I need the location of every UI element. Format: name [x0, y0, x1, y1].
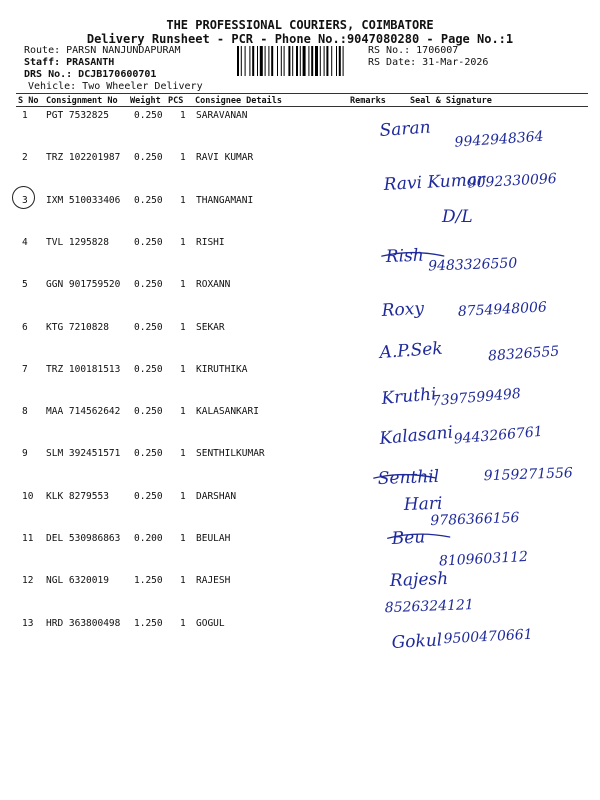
handwritten-phone: 8526324121	[384, 597, 475, 617]
handwritten-entry	[381, 242, 517, 276]
barcode-bar	[308, 46, 309, 76]
row-weight: 0.250	[134, 491, 163, 502]
rs-date: RS Date: 31-Mar-2026	[368, 57, 489, 68]
row-weight: 0.250	[134, 195, 163, 206]
handwritten-name: Senthil	[377, 466, 440, 489]
barcode-bar	[245, 46, 246, 76]
barcode-bar	[268, 46, 269, 76]
handwritten-phone: 9942948364	[454, 128, 545, 151]
barcode-bar	[277, 46, 278, 76]
row-weight: 0.250	[134, 448, 163, 459]
col-remarks: Remarks	[350, 96, 386, 106]
runsheet-subtitle: Delivery Runsheet - PCR - Phone No.:9047080280 - Page No.:1	[86, 32, 514, 46]
row-consignment-no: KLK 8279553	[46, 491, 109, 502]
header-bottom-rule	[16, 106, 588, 107]
handwritten-entry	[380, 292, 547, 324]
row-consignee: RAJESH	[196, 575, 231, 586]
row-weight: 0.200	[134, 533, 163, 544]
barcode-bar	[326, 46, 328, 76]
row-pcs: 1	[180, 533, 186, 544]
row-pcs: 1	[180, 110, 186, 121]
barcode-bar	[265, 46, 266, 76]
barcode-bar	[324, 46, 325, 76]
barcode-bar	[271, 46, 273, 76]
row-consignment-no: KTG 7210828	[46, 322, 109, 333]
row-pcs: 1	[180, 237, 186, 248]
barcode-bar	[343, 46, 344, 76]
handwritten-phone: 9786366156	[430, 509, 520, 530]
handwritten-name: Kalasani	[378, 422, 454, 449]
staff-label: Staff: PRASANTH	[24, 57, 115, 68]
col-seal-signature: Seal & Signature	[410, 96, 492, 106]
row-weight: 0.250	[134, 152, 163, 163]
barcode-image	[237, 46, 361, 76]
row-pcs: 1	[180, 491, 186, 502]
barcode-bar	[315, 46, 318, 76]
row-sno: 12	[22, 575, 34, 586]
row-sno: 4	[22, 237, 28, 248]
barcode-bar	[252, 46, 254, 76]
handwritten-name: A.P.Sek	[378, 338, 444, 363]
handwritten-name: Rish	[385, 245, 425, 267]
row-pcs: 1	[180, 322, 186, 333]
row-consignee: ROXANN	[196, 279, 231, 290]
col-sno: S No	[18, 96, 39, 106]
row-consignee: GOGUL	[196, 618, 225, 629]
barcode-bar	[311, 46, 313, 76]
barcode-bar	[331, 46, 332, 76]
row-consignment-no: MAA 714562642	[46, 406, 121, 417]
row-sno: 11	[22, 533, 34, 544]
row-weight: 1.250	[134, 618, 163, 629]
row-sno: 9	[22, 448, 28, 459]
col-consignee: Consignee Details	[195, 96, 282, 106]
row-consignee: SEKAR	[196, 322, 225, 333]
row-consignee: RISHI	[196, 237, 225, 248]
handwritten-phone: 8754948006	[457, 299, 548, 321]
row-sno: 8	[22, 406, 28, 417]
handwritten-name: Kruthi	[380, 384, 438, 409]
barcode-bar	[284, 46, 285, 76]
signature-column	[372, 112, 594, 672]
barcode-bar	[296, 46, 298, 76]
barcode-bar	[300, 46, 301, 76]
handwritten-phone: 8109603112	[438, 548, 529, 570]
row-pcs: 1	[180, 406, 186, 417]
drs-number: DRS No.: DCJB170600701	[24, 69, 157, 80]
handwritten-entry	[379, 112, 544, 156]
handwritten-phone: 9443266761	[453, 423, 544, 448]
handwritten-circle-mark	[12, 186, 35, 209]
barcode-bar	[339, 46, 341, 76]
row-weight: 0.250	[134, 364, 163, 375]
company-title: THE PROFESSIONAL COURIERS, COIMBATORE	[166, 18, 434, 32]
row-consignee: RAVI KUMAR	[196, 152, 254, 163]
barcode-bar	[237, 46, 239, 76]
barcode-bar	[303, 46, 306, 76]
col-weight: Weight	[130, 96, 161, 106]
row-consignment-no: HRD 363800498	[46, 618, 121, 629]
handwritten-phone: 9159271556	[483, 465, 574, 485]
barcode-bar	[257, 46, 258, 76]
barcode-bar	[260, 46, 263, 76]
row-pcs: 1	[180, 364, 186, 375]
barcode-bar	[336, 46, 337, 76]
handwritten-entry	[402, 491, 519, 530]
row-weight: 0.250	[134, 322, 163, 333]
vehicle-label: Vehicle: Two Wheeler Delivery	[28, 81, 203, 92]
route-label: Route: PARSN NANJUNDAPURAM	[24, 45, 181, 56]
row-consignment-no: GGN 901759520	[46, 279, 121, 290]
row-consignee: SENTHILKUMAR	[196, 448, 265, 459]
row-sno: 2	[22, 152, 28, 163]
row-consignee: KALASANKARI	[196, 406, 259, 417]
handwritten-entry	[373, 462, 573, 489]
row-pcs: 1	[180, 618, 186, 629]
row-weight: 0.250	[134, 237, 163, 248]
row-sno: 1	[22, 110, 28, 121]
handwritten-phone: 9092330096	[467, 170, 558, 192]
row-pcs: 1	[180, 279, 186, 290]
barcode-bar	[288, 46, 290, 76]
handwritten-entry	[387, 522, 528, 572]
row-pcs: 1	[180, 575, 186, 586]
row-sno: 6	[22, 322, 28, 333]
row-consignment-no: PGT 7532825	[46, 110, 109, 121]
row-consignee: SARAVANAN	[196, 110, 248, 121]
row-sno: 3	[22, 195, 28, 206]
row-consignment-no: NGL 6320019	[46, 575, 109, 586]
row-pcs: 1	[180, 195, 186, 206]
row-sno: 13	[22, 618, 34, 629]
barcode-bar	[320, 46, 321, 76]
handwritten-name: D/L	[442, 207, 473, 227]
row-consignment-no: TRZ 102201987	[46, 152, 121, 163]
row-consignment-no: TRZ 100181513	[46, 364, 121, 375]
col-pcs: PCS	[168, 96, 184, 106]
row-consignee: DARSHAN	[196, 491, 237, 502]
handwritten-phone: 9483326550	[427, 255, 518, 275]
row-consignee: THANGAMANI	[196, 195, 254, 206]
row-consignment-no: TVL 1295828	[46, 237, 109, 248]
handwritten-entry	[382, 166, 557, 196]
row-consignment-no: SLM 392451571	[46, 448, 121, 459]
handwritten-entry	[391, 626, 533, 653]
col-consignment: Consignment No	[46, 96, 118, 106]
handwritten-entry	[380, 377, 522, 414]
barcode-bar	[281, 46, 282, 76]
row-consignee: KIRUTHIKA	[196, 364, 248, 375]
handwritten-name: Gokul	[391, 630, 443, 653]
row-pcs: 1	[180, 448, 186, 459]
handwritten-entry	[383, 568, 474, 616]
barcode-bar	[241, 46, 242, 76]
row-weight: 0.250	[134, 110, 163, 121]
barcode-bar	[249, 46, 250, 76]
handwritten-name: Beu	[391, 527, 426, 549]
row-consignment-no: DEL 530986863	[46, 533, 121, 544]
handwritten-name: Hari	[403, 493, 443, 515]
row-consignment-no: IXM 510033406	[46, 195, 121, 206]
handwritten-entry	[377, 331, 560, 373]
row-weight: 0.250	[134, 279, 163, 290]
barcode-bar	[292, 46, 293, 76]
handwritten-phone: 88326555	[487, 343, 560, 365]
handwritten-phone: 7397599498	[431, 385, 522, 410]
handwritten-name: Ravi Kumar	[383, 169, 486, 195]
handwritten-phone: 9500470661	[443, 626, 533, 648]
row-consignee: BEULAH	[196, 533, 231, 544]
header-top-rule	[16, 93, 588, 94]
row-sno: 7	[22, 364, 28, 375]
handwritten-name: Saran	[378, 117, 432, 141]
handwritten-entry	[378, 415, 544, 454]
handwritten-name: Roxy	[381, 298, 425, 321]
row-weight: 1.250	[134, 575, 163, 586]
handwritten-name: Rajesh	[389, 568, 449, 591]
row-weight: 0.250	[134, 406, 163, 417]
handwritten-entry	[441, 207, 473, 227]
row-pcs: 1	[180, 152, 186, 163]
rs-number: RS No.: 1706007	[368, 45, 459, 56]
row-sno: 5	[22, 279, 28, 290]
row-sno: 10	[22, 491, 34, 502]
